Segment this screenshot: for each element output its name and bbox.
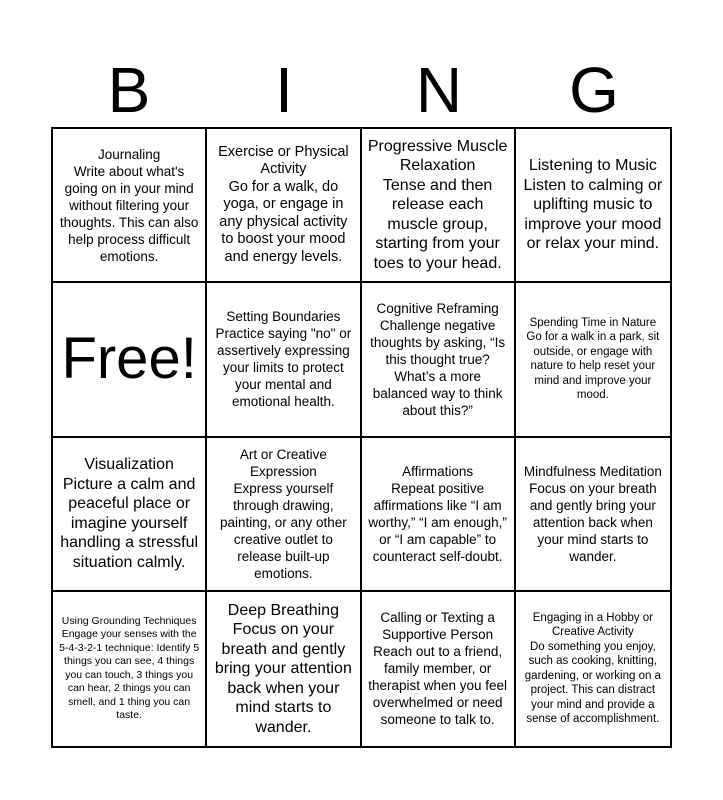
- bingo-cell-affirmations[interactable]: [362, 438, 516, 592]
- cell-text: Listening to Music Listen to calming or uplifting music to improve your mood or relax your mind.: [523, 157, 663, 253]
- cell-text: Art or Creative Expression Express yourself through drawing, painting, or any other creative outlet to release built-up emotions.: [219, 446, 347, 581]
- bingo-cell-progressive-muscle-relaxation[interactable]: [362, 129, 516, 283]
- header-letter-b: B: [107, 54, 151, 126]
- bingo-cell-calling-or-texting[interactable]: [362, 592, 516, 746]
- bingo-board: [51, 127, 672, 748]
- header-letter-n: N: [415, 54, 463, 126]
- cell-text: Using Grounding Techniques Engage your senses with the 5-4-3-2-1 technique: Identify 5 things you can see, 4 things you can touch, 3 things you can hear, 2 things you can smell, and 1 thing you can taste.: [59, 614, 200, 722]
- free-space-text: Free!: [61, 326, 197, 392]
- bingo-cell-visualization[interactable]: [53, 438, 207, 592]
- cell-text: Setting Boundaries Practice saying "no" or assertively expressing your limits to protect your mental and emotional health.: [215, 309, 352, 410]
- bingo-cell-cognitive-reframing[interactable]: [362, 283, 516, 437]
- bingo-cell-deep-breathing[interactable]: [207, 592, 361, 746]
- cell-text: Progressive Muscle Relaxation Tense and then release each muscle group, starting from your toes to your head.: [367, 137, 508, 272]
- cell-text: Mindfulness Meditation Focus on your breath and gently bring your attention back when your mind starts to wander.: [523, 463, 662, 564]
- cell-text: Calling or Texting a Supportive Person Reach out to a friend, family member, or therapist when you feel overwhelmed or need someone to talk to.: [368, 610, 508, 728]
- bingo-cell-setting-boundaries[interactable]: [207, 283, 361, 437]
- bingo-cell-listening-to-music[interactable]: [516, 129, 670, 283]
- bingo-header: [52, 52, 672, 128]
- bingo-cell-grounding-techniques[interactable]: [53, 592, 207, 746]
- cell-text: Spending Time in Nature Go for a walk in a park, sit outside, or engage with nature to help reset your mind and improve your mood.: [526, 316, 660, 402]
- bingo-cell-exercise[interactable]: [207, 129, 361, 283]
- bingo-cell-free[interactable]: [53, 283, 207, 437]
- bingo-cell-spending-time-in-nature[interactable]: [516, 283, 670, 437]
- cell-text: Deep Breathing Focus on your breath and gently bring your attention back when your mind starts to wander.: [214, 601, 352, 736]
- bingo-cell-art-or-creative-expression[interactable]: [207, 438, 361, 592]
- cell-text: Visualization Picture a calm and peaceful place or imagine yourself handling a stressful situation calmly.: [60, 456, 199, 571]
- cell-text: Affirmations Repeat positive affirmations like “I am worthy,” “I am enough,” or “I am capable” to counteract self-doubt.: [368, 463, 507, 564]
- cell-text: Cognitive Reframing Challenge negative thoughts by asking, “Is this thought true? What’s a more balanced way to think about this?”: [370, 300, 506, 418]
- cell-text: Engaging in a Hobby or Creative Activity Do something you enjoy, such as cooking, knitting, gardening, or working on a project. This can distract your mind and provide a sense of accomplishment.: [524, 611, 661, 726]
- header-letter-i: I: [275, 54, 293, 126]
- bingo-cell-journaling[interactable]: [53, 129, 207, 283]
- bingo-cell-engaging-in-a-hobby[interactable]: [516, 592, 670, 746]
- cell-text: Journaling Write about what's going on in your mind without filtering your thoughts. This can also help process difficult emotions.: [59, 146, 199, 264]
- cell-text: Exercise or Physical Activity Go for a walk, do yoga, or engage in any physical activity to boost your mood and energy levels.: [218, 143, 349, 265]
- header-letter-g: G: [569, 54, 619, 126]
- bingo-cell-mindfulness-meditation[interactable]: [516, 438, 670, 592]
